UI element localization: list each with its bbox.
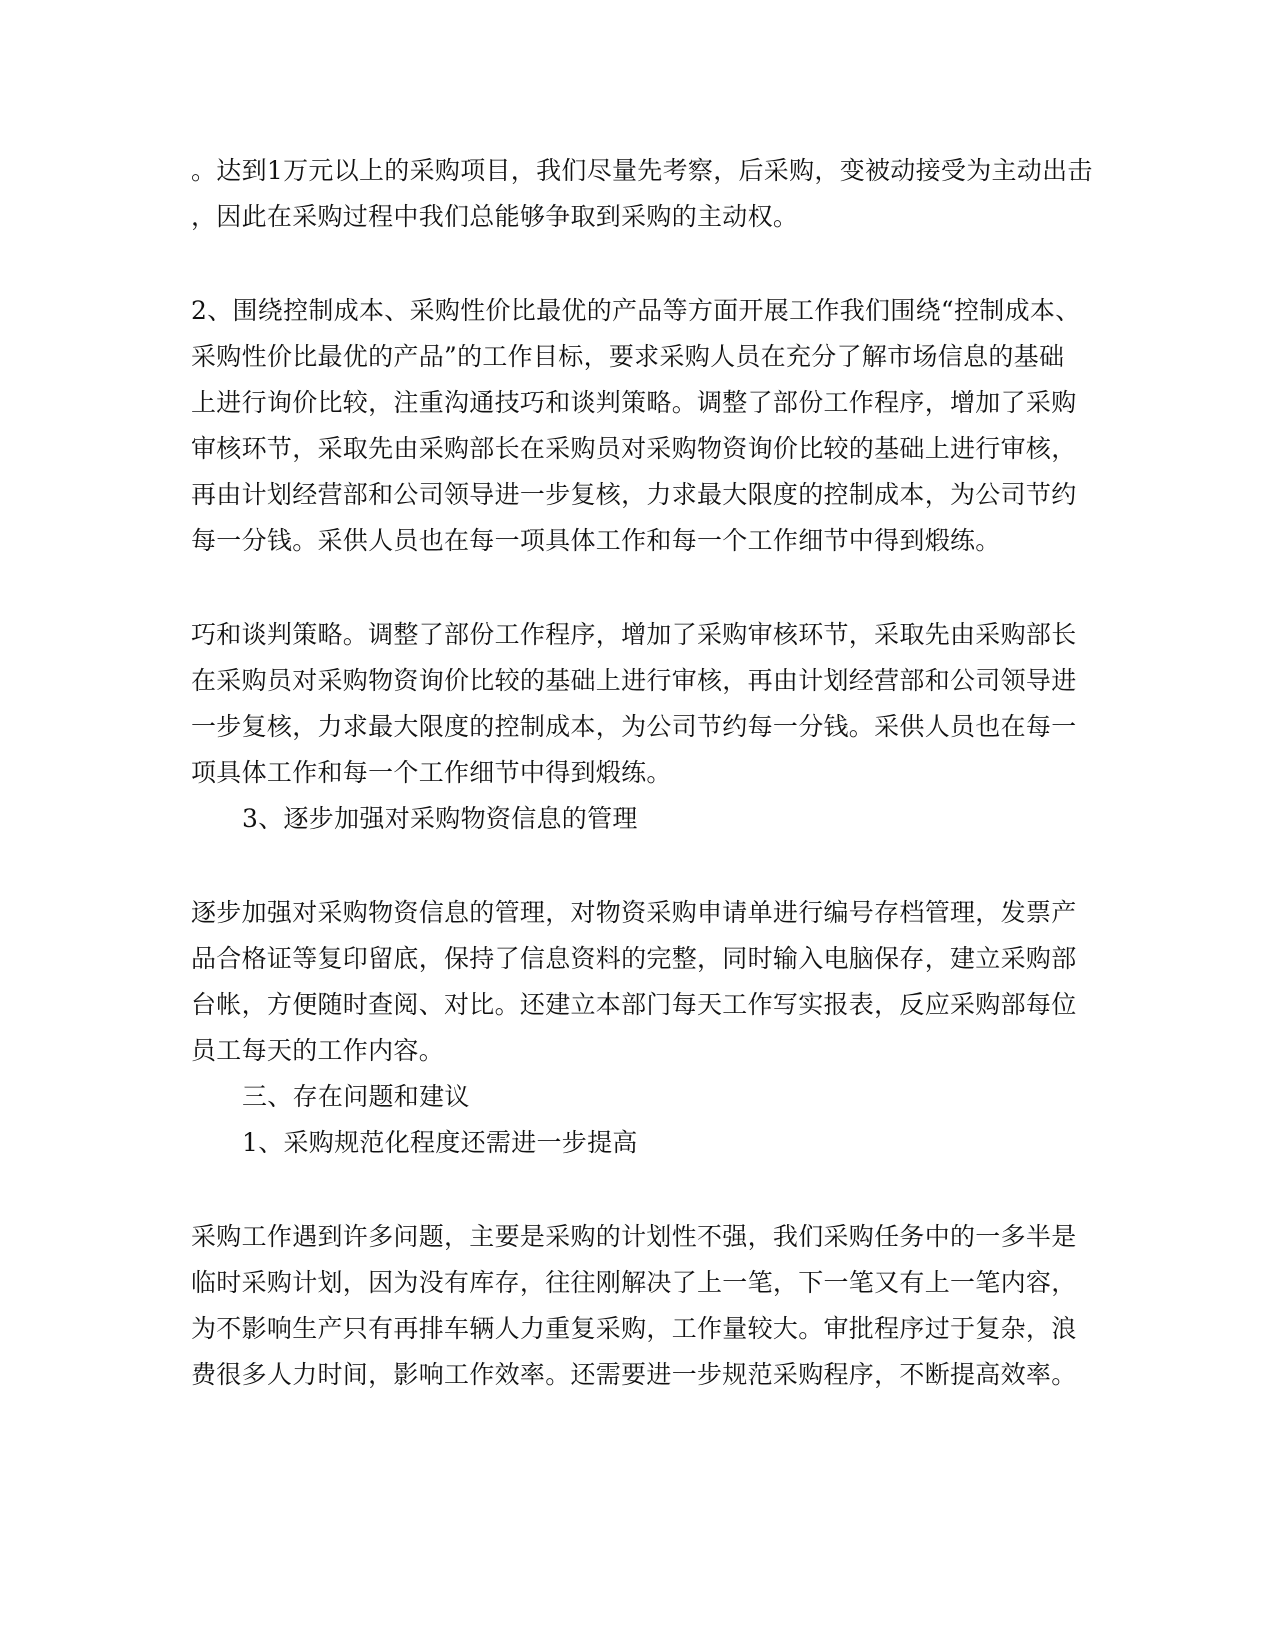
- paragraph-3-line-4: 项具体工作和每一个工作细节中得到煅练。: [191, 758, 672, 787]
- paragraph-2-line-4: 审核环节，采取先由采购部长在采购员对采购物资询价比较的基础上进行审核，: [191, 434, 1077, 463]
- paragraph-4-line-2: 品合格证等复印留底，保持了信息资料的完整，同时输入电脑保存，建立采购部: [191, 944, 1077, 973]
- paragraph-4-line-4: 员工每天的工作内容。: [191, 1036, 445, 1065]
- paragraph-2-line-5: 再由计划经营部和公司领导进一步复核，力求最大限度的控制成本，为公司节约: [191, 480, 1077, 509]
- paragraph-2-line-1: 2、围绕控制成本、采购性价比最优的产品等方面开展工作我们围绕“控制成本、: [191, 296, 1081, 325]
- paragraph-5-line-4: 费很多人力时间，影响工作效率。还需要进一步规范采购程序，不断提高效率。: [191, 1360, 1077, 1389]
- subsection-heading-1: 1、采购规范化程度还需进一步提高: [242, 1128, 638, 1157]
- paragraph-1-line-2: ，因此在采购过程中我们总能够争取到采购的主动权。: [191, 202, 799, 231]
- paragraph-2-line-2: 采购性价比最优的产品”的工作目标，要求采购人员在充分了解市场信息的基础: [191, 342, 1065, 371]
- paragraph-1-line-1: 。达到1万元以上的采购项目，我们尽量先考察，后采购，变被动接受为主动出击: [191, 156, 1093, 185]
- paragraph-2-line-6: 每一分钱。采供人员也在每一项具体工作和每一个工作细节中得到煅练。: [191, 526, 1001, 555]
- section-heading-3: 3、逐步加强对采购物资信息的管理: [242, 804, 638, 833]
- paragraph-2-line-3: 上进行询价比较，注重沟通技巧和谈判策略。调整了部份工作程序，增加了采购: [191, 388, 1077, 417]
- paragraph-5-line-3: 为不影响生产只有再排车辆人力重复采购，工作量较大。审批程序过于复杂，浪: [191, 1314, 1077, 1343]
- paragraph-3-line-2: 在采购员对采购物资询价比较的基础上进行审核，再由计划经营部和公司领导进: [191, 666, 1077, 695]
- paragraph-4-line-3: 台帐，方便随时查阅、对比。还建立本部门每天工作写实报表，反应采购部每位: [191, 990, 1077, 1019]
- paragraph-3-line-3: 一步复核，力求最大限度的控制成本，为公司节约每一分钱。采供人员也在每一: [191, 712, 1077, 741]
- section-heading-issues: 三、存在问题和建议: [242, 1082, 470, 1111]
- paragraph-5-line-1: 采购工作遇到许多问题，主要是采购的计划性不强，我们采购任务中的一多半是: [191, 1222, 1077, 1251]
- paragraph-3-line-1: 巧和谈判策略。调整了部份工作程序，增加了采购审核环节，采取先由采购部长: [191, 620, 1077, 649]
- paragraph-4-line-1: 逐步加强对采购物资信息的管理，对物资采购申请单进行编号存档管理，发票产: [191, 898, 1077, 927]
- paragraph-5-line-2: 临时采购计划，因为没有库存，往往刚解决了上一笔，下一笔又有上一笔内容，: [191, 1268, 1077, 1297]
